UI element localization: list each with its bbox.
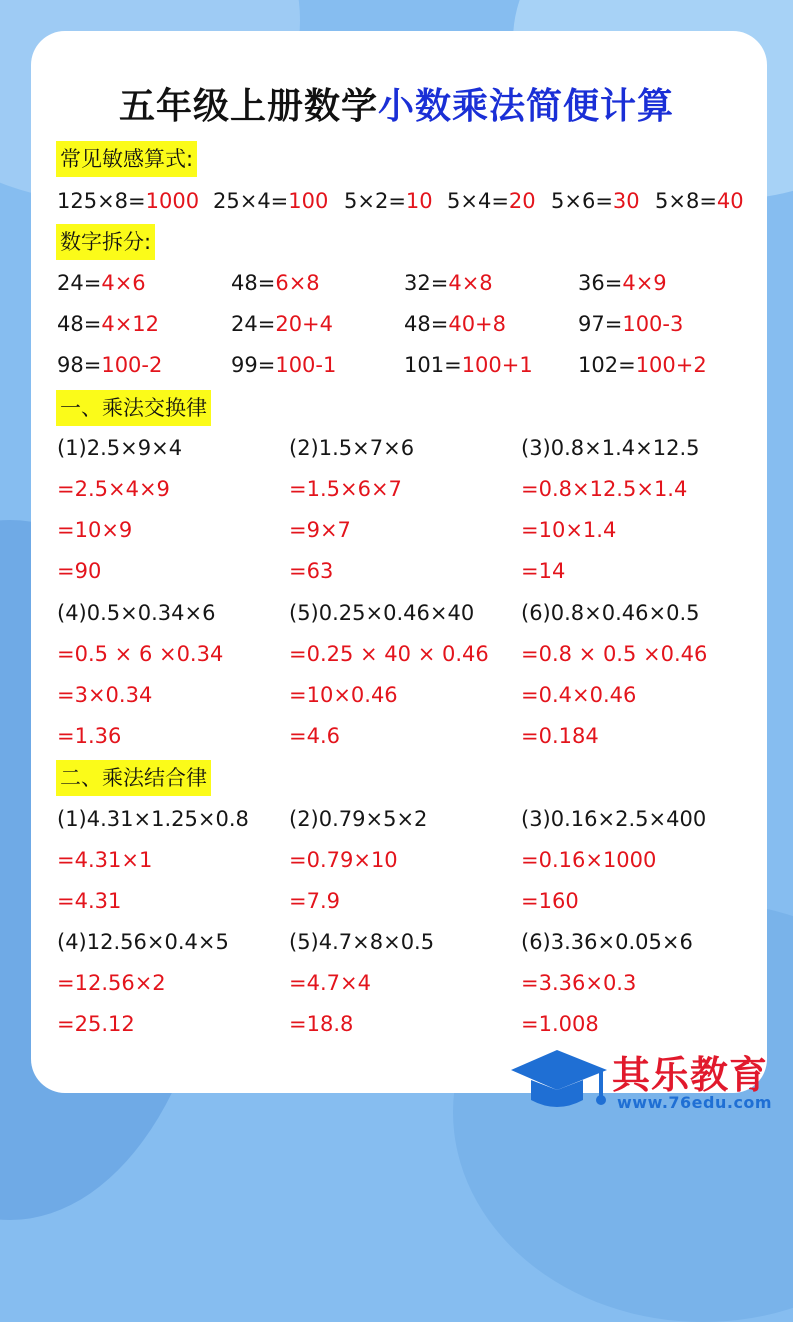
split-result: 100+1 bbox=[461, 353, 533, 377]
split-row bbox=[0, 309, 793, 339]
split-result: 40+8 bbox=[448, 312, 507, 336]
problem-cell bbox=[521, 804, 706, 834]
split-number: 48= bbox=[231, 271, 276, 295]
split-number: 101= bbox=[404, 353, 462, 377]
problem-row bbox=[0, 433, 793, 463]
problem-cell bbox=[289, 433, 414, 463]
problem-row bbox=[0, 968, 793, 998]
problem-row bbox=[0, 556, 793, 586]
split-number: 98= bbox=[57, 353, 102, 377]
problem-text: (4)0.5×0.34×6 bbox=[57, 601, 216, 625]
formula-result: 100 bbox=[288, 189, 329, 213]
solution-step: =0.25 × 40 × 0.46 bbox=[289, 642, 489, 666]
problem-cell bbox=[521, 433, 700, 463]
title-grade: 五年级上册数学 bbox=[118, 85, 378, 127]
problem-text: (2)0.79×5×2 bbox=[289, 807, 428, 831]
problem-cell bbox=[289, 845, 398, 875]
split-result: 4×12 bbox=[101, 312, 160, 336]
problem-cell bbox=[289, 968, 371, 998]
split-number: 32= bbox=[404, 271, 449, 295]
solution-step: =0.8×12.5×1.4 bbox=[521, 477, 688, 501]
solution-step: =4.6 bbox=[289, 724, 340, 748]
formula-item bbox=[57, 186, 199, 216]
split-row bbox=[0, 268, 793, 298]
problem-cell bbox=[289, 474, 402, 504]
problem-cell bbox=[521, 721, 599, 751]
formula-result: 1000 bbox=[145, 189, 200, 213]
split-number: 36= bbox=[578, 271, 623, 295]
problem-cell bbox=[521, 968, 636, 998]
split-number: 48= bbox=[57, 312, 102, 336]
problem-cell bbox=[289, 598, 474, 628]
solution-step: =1.008 bbox=[521, 1012, 599, 1036]
split-result: 20+4 bbox=[275, 312, 334, 336]
split-result: 100-1 bbox=[275, 353, 337, 377]
solution-step: =0.4×0.46 bbox=[521, 683, 637, 707]
split-result: 6×8 bbox=[275, 271, 320, 295]
problem-cell bbox=[57, 556, 101, 586]
problem-text: (3)0.16×2.5×400 bbox=[521, 807, 707, 831]
split-item bbox=[57, 350, 162, 380]
problem-cell bbox=[57, 433, 182, 463]
split-result: 100-2 bbox=[101, 353, 163, 377]
formula-item bbox=[551, 186, 640, 216]
problem-cell bbox=[289, 721, 340, 751]
solution-step: =3.36×0.3 bbox=[521, 971, 637, 995]
problem-row bbox=[0, 680, 793, 710]
problem-cell bbox=[521, 515, 616, 545]
problem-row bbox=[0, 639, 793, 669]
problem-cell bbox=[289, 639, 489, 669]
solution-step: =10×1.4 bbox=[521, 518, 617, 542]
problem-cell bbox=[521, 886, 579, 916]
formula-expression: 5×2= bbox=[344, 189, 406, 213]
problem-text: (3)0.8×1.4×12.5 bbox=[521, 436, 700, 460]
split-number: 48= bbox=[404, 312, 449, 336]
problem-row bbox=[0, 927, 793, 957]
split-number: 99= bbox=[231, 353, 276, 377]
problem-cell bbox=[57, 1009, 135, 1039]
problem-cell bbox=[57, 845, 152, 875]
problem-text: (5)4.7×8×0.5 bbox=[289, 930, 435, 954]
split-item bbox=[231, 309, 333, 339]
solution-step: =2.5×4×9 bbox=[57, 477, 170, 501]
split-item bbox=[404, 268, 493, 298]
formula-expression: 25×4= bbox=[213, 189, 289, 213]
page-title bbox=[0, 78, 793, 129]
problem-row bbox=[0, 1009, 793, 1039]
solution-step: =9×7 bbox=[289, 518, 351, 542]
formula-item bbox=[447, 186, 536, 216]
problem-row bbox=[0, 515, 793, 545]
problem-text: (6)3.36×0.05×6 bbox=[521, 930, 693, 954]
solution-step: =3×0.34 bbox=[57, 683, 153, 707]
formula-result: 10 bbox=[405, 189, 433, 213]
problem-cell bbox=[289, 927, 434, 957]
problem-cell bbox=[289, 515, 351, 545]
solution-step: =14 bbox=[521, 559, 566, 583]
split-row bbox=[0, 350, 793, 380]
problem-cell bbox=[57, 804, 249, 834]
formula-item bbox=[655, 186, 744, 216]
split-item bbox=[404, 350, 533, 380]
problem-row bbox=[0, 804, 793, 834]
formula-row bbox=[0, 186, 793, 216]
problem-cell bbox=[57, 721, 121, 751]
site-url: www.76edu.com bbox=[617, 1093, 773, 1112]
solution-step: =10×9 bbox=[57, 518, 133, 542]
formula-result: 40 bbox=[716, 189, 744, 213]
problem-cell bbox=[521, 639, 707, 669]
problem-cell bbox=[521, 598, 700, 628]
split-result: 4×8 bbox=[448, 271, 493, 295]
solution-step: =4.31 bbox=[57, 889, 122, 913]
problem-cell bbox=[289, 886, 340, 916]
solution-step: =0.184 bbox=[521, 724, 599, 748]
split-number: 102= bbox=[578, 353, 636, 377]
split-number: 24= bbox=[57, 271, 102, 295]
formula-expression: 5×4= bbox=[447, 189, 509, 213]
problem-row bbox=[0, 845, 793, 875]
section-heading-sensitive: 常见敏感算式: bbox=[56, 141, 197, 177]
formula-result: 30 bbox=[612, 189, 640, 213]
split-result: 100-3 bbox=[622, 312, 684, 336]
split-item bbox=[404, 309, 506, 339]
brand-name: 其乐教育 bbox=[612, 1052, 769, 1097]
solution-step: =0.8 × 0.5 ×0.46 bbox=[521, 642, 708, 666]
solution-step: =25.12 bbox=[57, 1012, 135, 1036]
problem-text: (2)1.5×7×6 bbox=[289, 436, 415, 460]
problem-cell bbox=[289, 804, 427, 834]
split-number: 97= bbox=[578, 312, 623, 336]
solution-step: =7.9 bbox=[289, 889, 340, 913]
problem-cell bbox=[57, 886, 121, 916]
problem-cell bbox=[57, 515, 132, 545]
split-item bbox=[578, 350, 707, 380]
solution-step: =10×0.46 bbox=[289, 683, 398, 707]
problem-cell bbox=[521, 845, 656, 875]
solution-step: =90 bbox=[57, 559, 102, 583]
split-item bbox=[578, 268, 667, 298]
solution-step: =1.36 bbox=[57, 724, 122, 748]
problem-cell bbox=[57, 474, 170, 504]
formula-item bbox=[344, 186, 433, 216]
split-item bbox=[57, 268, 146, 298]
split-item bbox=[231, 268, 320, 298]
problem-row bbox=[0, 721, 793, 751]
problem-row bbox=[0, 886, 793, 916]
problem-cell bbox=[521, 927, 693, 957]
problem-cell bbox=[521, 1009, 599, 1039]
solution-step: =0.79×10 bbox=[289, 848, 398, 872]
split-item bbox=[578, 309, 683, 339]
problem-cell bbox=[57, 639, 223, 669]
problem-cell bbox=[289, 680, 398, 710]
solution-step: =0.16×1000 bbox=[521, 848, 657, 872]
formula-result: 20 bbox=[508, 189, 536, 213]
formula-expression: 5×8= bbox=[655, 189, 717, 213]
problem-cell bbox=[521, 556, 565, 586]
solution-step: =4.31×1 bbox=[57, 848, 153, 872]
title-topic: 小数乘法简便计算 bbox=[378, 85, 675, 127]
problem-text: (1)2.5×9×4 bbox=[57, 436, 183, 460]
solution-step: =4.7×4 bbox=[289, 971, 371, 995]
split-item bbox=[231, 350, 336, 380]
problem-cell bbox=[521, 680, 636, 710]
problem-cell bbox=[521, 474, 687, 504]
solution-step: =18.8 bbox=[289, 1012, 354, 1036]
solution-step: =1.5×6×7 bbox=[289, 477, 402, 501]
split-item bbox=[57, 309, 159, 339]
formula-expression: 5×6= bbox=[551, 189, 613, 213]
problem-text: (4)12.56×0.4×5 bbox=[57, 930, 229, 954]
problem-text: (5)0.25×0.46×40 bbox=[289, 601, 475, 625]
solution-step: =160 bbox=[521, 889, 579, 913]
problem-row bbox=[0, 474, 793, 504]
problem-text: (1)4.31×1.25×0.8 bbox=[57, 807, 249, 831]
problem-cell bbox=[57, 680, 152, 710]
formula-item bbox=[213, 186, 328, 216]
problem-cell bbox=[57, 927, 229, 957]
problem-cell bbox=[57, 598, 215, 628]
section-heading-commutative: 一、乘法交换律 bbox=[56, 390, 211, 426]
split-result: 4×6 bbox=[101, 271, 146, 295]
section-heading-associative: 二、乘法结合律 bbox=[56, 760, 211, 796]
split-result: 100+2 bbox=[635, 353, 707, 377]
section-heading-split: 数字拆分: bbox=[56, 224, 155, 260]
solution-step: =63 bbox=[289, 559, 334, 583]
formula-expression: 125×8= bbox=[57, 189, 146, 213]
problem-row bbox=[0, 598, 793, 628]
split-number: 24= bbox=[231, 312, 276, 336]
problem-text: (6)0.8×0.46×0.5 bbox=[521, 601, 700, 625]
problem-cell bbox=[289, 556, 333, 586]
solution-step: =0.5 × 6 ×0.34 bbox=[57, 642, 224, 666]
problem-cell bbox=[57, 968, 166, 998]
problem-cell bbox=[289, 1009, 353, 1039]
solution-step: =12.56×2 bbox=[57, 971, 166, 995]
split-result: 4×9 bbox=[622, 271, 667, 295]
